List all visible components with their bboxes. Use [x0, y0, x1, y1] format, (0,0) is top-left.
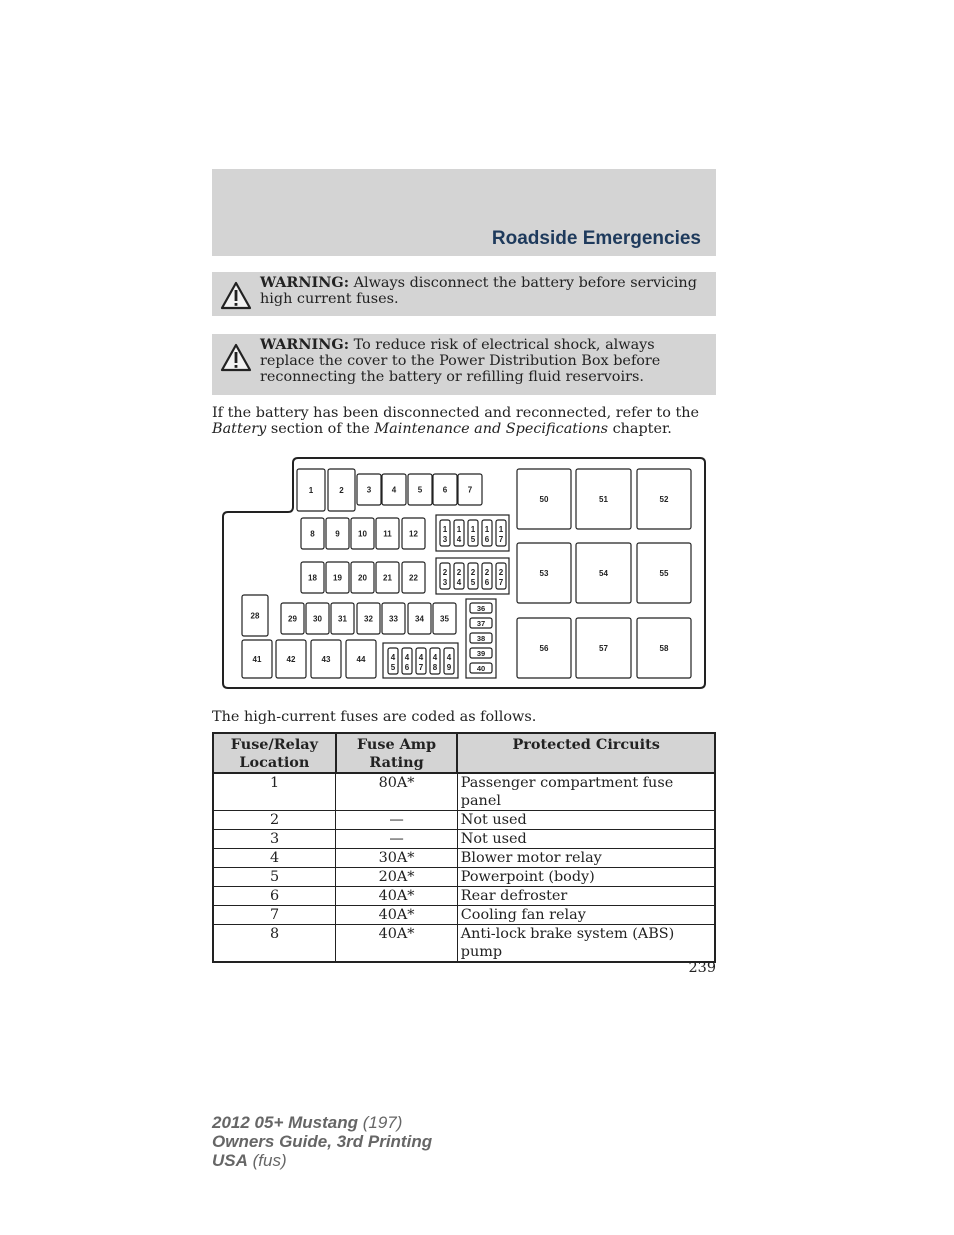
- fuse-5: [408, 474, 432, 505]
- fuse-19: [326, 562, 349, 593]
- fuse-34: [408, 603, 431, 634]
- fuse-31: [331, 603, 354, 634]
- cell-location: 6: [213, 887, 336, 906]
- fuse-48: [430, 648, 440, 674]
- fuse-label: 2 6: [484, 568, 490, 587]
- fuse-41: [242, 640, 272, 678]
- fuse-label: 2 7: [498, 568, 504, 587]
- fuse-28: [242, 595, 268, 636]
- section-header: [212, 169, 716, 256]
- fuse-label: 1 4: [456, 525, 462, 544]
- fuse-label: 41: [252, 655, 262, 664]
- cell-amp-rating: 30A*: [336, 849, 458, 868]
- fuse-2: [328, 469, 355, 511]
- fuse-30: [306, 603, 329, 634]
- fuse-54: [576, 543, 631, 603]
- fuse-32: [357, 603, 380, 634]
- fuse-33: [382, 603, 405, 634]
- fuse-label: 11: [383, 529, 392, 539]
- fuse-label: 35: [440, 614, 449, 624]
- fuse-label: 2 3: [442, 568, 448, 587]
- fuse-label: 53: [539, 569, 549, 578]
- fuse-label: 54: [599, 569, 608, 578]
- fuse-16: [482, 520, 492, 546]
- fuse-label: 4: [391, 485, 397, 495]
- cell-protected-circuit: Not used: [457, 811, 715, 830]
- cell-protected-circuit: Powerpoint (body): [457, 868, 715, 887]
- fuse-label: 56: [539, 644, 549, 653]
- fuse-24: [454, 563, 464, 589]
- fuse-43: [311, 640, 341, 678]
- fuse-label: 4 7: [418, 653, 424, 672]
- fuse-label: 1 5: [470, 525, 476, 544]
- fuse-box-diagram: [222, 457, 706, 689]
- fuse-57: [576, 618, 631, 678]
- fuse-label: 50: [539, 495, 549, 504]
- fuse-36: [470, 603, 492, 613]
- header-protected-circuits: Protected Circuits: [457, 733, 715, 773]
- fuse-21: [376, 562, 399, 593]
- fuse-label: 58: [659, 644, 669, 653]
- fuse-44: [346, 640, 376, 678]
- fuse-label: 8: [310, 529, 315, 539]
- cell-amp-rating: —: [336, 830, 458, 849]
- fuse-13: [440, 520, 450, 546]
- fuse-label: 7: [467, 485, 473, 495]
- fuse-label: 4 6: [404, 653, 410, 672]
- fuse-17: [496, 520, 506, 546]
- cell-location: 3: [213, 830, 336, 849]
- fuse-label: 51: [599, 495, 608, 504]
- cell-amp-rating: —: [336, 811, 458, 830]
- fuse-label: 2 5: [470, 568, 476, 587]
- fuse-55: [637, 543, 691, 603]
- fuse-56: [517, 618, 571, 678]
- table-header-row: [213, 733, 715, 773]
- cell-amp-rating: 80A*: [336, 773, 458, 811]
- document-footer: 2012 05+ Mustang (197) Owners Guide, 3rd Printing USA (fus): [212, 1113, 433, 1170]
- fuse-table: [212, 732, 716, 963]
- table-intro: The high-current fuses are coded as follows.: [212, 709, 537, 725]
- header-location: Fuse/Relay Location: [213, 733, 336, 773]
- fuse-27: [496, 563, 506, 589]
- table-row: [213, 830, 715, 849]
- fuse-label: 3: [366, 485, 372, 495]
- fuse-50: [517, 469, 571, 529]
- fuse-46: [402, 648, 412, 674]
- fuse-label: 21: [383, 573, 392, 583]
- cell-protected-circuit: Rear defroster: [457, 887, 715, 906]
- fuse-label: 40: [476, 664, 486, 673]
- cell-amp-rating: 40A*: [336, 925, 458, 963]
- fuse-47: [416, 648, 426, 674]
- fuse-45: [388, 648, 398, 674]
- table-row: [213, 925, 715, 963]
- fuse-39: [470, 648, 492, 658]
- battery-reference: Battery: [212, 421, 267, 437]
- fuse-12: [402, 518, 425, 549]
- cell-amp-rating: 40A*: [336, 887, 458, 906]
- warning-text: Always disconnect the battery before servicing high current fuses.: [260, 275, 697, 307]
- maintenance-reference: Maintenance and Specifications: [374, 421, 608, 437]
- table-row: [213, 811, 715, 830]
- cell-amp-rating: 40A*: [336, 906, 458, 925]
- warning-label: WARNING:: [260, 274, 350, 291]
- fuse-label: 1 7: [498, 525, 504, 544]
- intro-paragraph: [212, 405, 716, 437]
- warning-triangle-icon: [220, 343, 252, 373]
- fuse-52: [637, 469, 691, 529]
- fuse-label: 4 5: [390, 653, 396, 672]
- fuse-8: [301, 518, 324, 549]
- fuse-label: 10: [358, 529, 367, 539]
- cell-protected-circuit: Passenger compartment fuse panel: [457, 773, 715, 811]
- fuse-label: 4 8: [432, 653, 438, 672]
- fuse-label: 36: [476, 604, 486, 613]
- fuse-10: [351, 518, 374, 549]
- fuse-label: 30: [313, 614, 322, 624]
- fuse-label: 43: [321, 655, 331, 664]
- warning-label: WARNING:: [260, 336, 350, 353]
- fuse-22: [402, 562, 425, 593]
- fuse-26: [482, 563, 492, 589]
- fuse-23: [440, 563, 450, 589]
- fuse-label: 1: [308, 486, 314, 495]
- fuse-29: [281, 603, 304, 634]
- fuse-49: [444, 648, 454, 674]
- fuse-label: 37: [476, 619, 486, 628]
- cell-location: 8: [213, 925, 336, 963]
- fuse-label: 28: [250, 611, 260, 621]
- intro-text: chapter.: [612, 421, 672, 437]
- fuse-53: [517, 543, 571, 603]
- fuse-label: 4 9: [446, 653, 452, 672]
- warning-box-shock: [212, 334, 716, 395]
- fuse-1: [297, 469, 325, 511]
- fuse-label: 34: [415, 614, 424, 624]
- cell-protected-circuit: Anti-lock brake system (ABS) pump: [457, 925, 715, 963]
- cell-location: 4: [213, 849, 336, 868]
- fuse-label: 31: [338, 614, 347, 624]
- table-row: [213, 849, 715, 868]
- intro-text: If the battery has been disconnected and reconnected, refer to the: [212, 405, 700, 421]
- fuse-label: 42: [286, 655, 296, 664]
- fuse-label: 20: [358, 573, 367, 583]
- table-row: [213, 868, 715, 887]
- fuse-label: 2: [339, 486, 344, 495]
- fuse-15: [468, 520, 478, 546]
- page-number: 239: [688, 960, 716, 976]
- fuse-7: [458, 474, 482, 505]
- fuse-label: 22: [409, 573, 418, 583]
- fuse-label: 2 4: [456, 568, 462, 587]
- fuse-4: [382, 474, 406, 505]
- fuse-label: 9: [335, 529, 340, 539]
- table-row: [213, 887, 715, 906]
- fuse-18: [301, 562, 324, 593]
- cell-protected-circuit: Cooling fan relay: [457, 906, 715, 925]
- fuse-14: [454, 520, 464, 546]
- fuse-9: [326, 518, 349, 549]
- fuse-label: 44: [356, 655, 366, 664]
- cell-location: 5: [213, 868, 336, 887]
- fuse-42: [276, 640, 306, 678]
- fuse-38: [470, 633, 492, 643]
- fuse-label: 32: [364, 614, 373, 624]
- fuse-label: 19: [333, 573, 342, 583]
- fuse-label: 57: [599, 644, 608, 653]
- fuse-11: [376, 518, 399, 549]
- fuse-40: [470, 663, 492, 673]
- fuse-label: 1 3: [442, 525, 448, 544]
- cell-protected-circuit: Not used: [457, 830, 715, 849]
- fuse-37: [470, 618, 492, 628]
- fuse-label: 52: [659, 495, 669, 504]
- fuse-20: [351, 562, 374, 593]
- fuse-label: 33: [389, 614, 398, 624]
- fuse-label: 39: [476, 649, 486, 658]
- intro-text: section of the: [270, 421, 370, 437]
- fuse-51: [576, 469, 631, 529]
- fuse-label: 6: [442, 485, 448, 495]
- fuse-label: 12: [409, 529, 418, 539]
- fuse-6: [433, 474, 457, 505]
- cell-location: 1: [213, 773, 336, 811]
- header-amp-rating: Fuse Amp Rating: [336, 733, 458, 773]
- warning-text: To reduce risk of electrical shock, always replace the cover to the Power Distribution Box before reconnecting the battery or refilling fluid reservoirs.: [260, 337, 661, 385]
- fuse-label: 29: [288, 614, 297, 624]
- cell-amp-rating: 20A*: [336, 868, 458, 887]
- fuse-label: 1 6: [484, 525, 490, 544]
- cell-location: 7: [213, 906, 336, 925]
- warning-triangle-icon: [220, 281, 252, 311]
- fuse-25: [468, 563, 478, 589]
- fuse-label: 55: [659, 569, 669, 578]
- cell-location: 2: [213, 811, 336, 830]
- section-title: Roadside Emergencies: [491, 228, 701, 249]
- fuse-3: [357, 474, 381, 505]
- cell-protected-circuit: Blower motor relay: [457, 849, 715, 868]
- fuse-58: [637, 618, 691, 678]
- table-row: [213, 906, 715, 925]
- fuse-label: 38: [476, 634, 486, 643]
- fuse-35: [433, 603, 456, 634]
- fuse-label: 5: [417, 485, 423, 495]
- fuse-label: 18: [308, 573, 317, 583]
- table-row: [213, 773, 715, 811]
- warning-box-battery: [212, 272, 716, 316]
